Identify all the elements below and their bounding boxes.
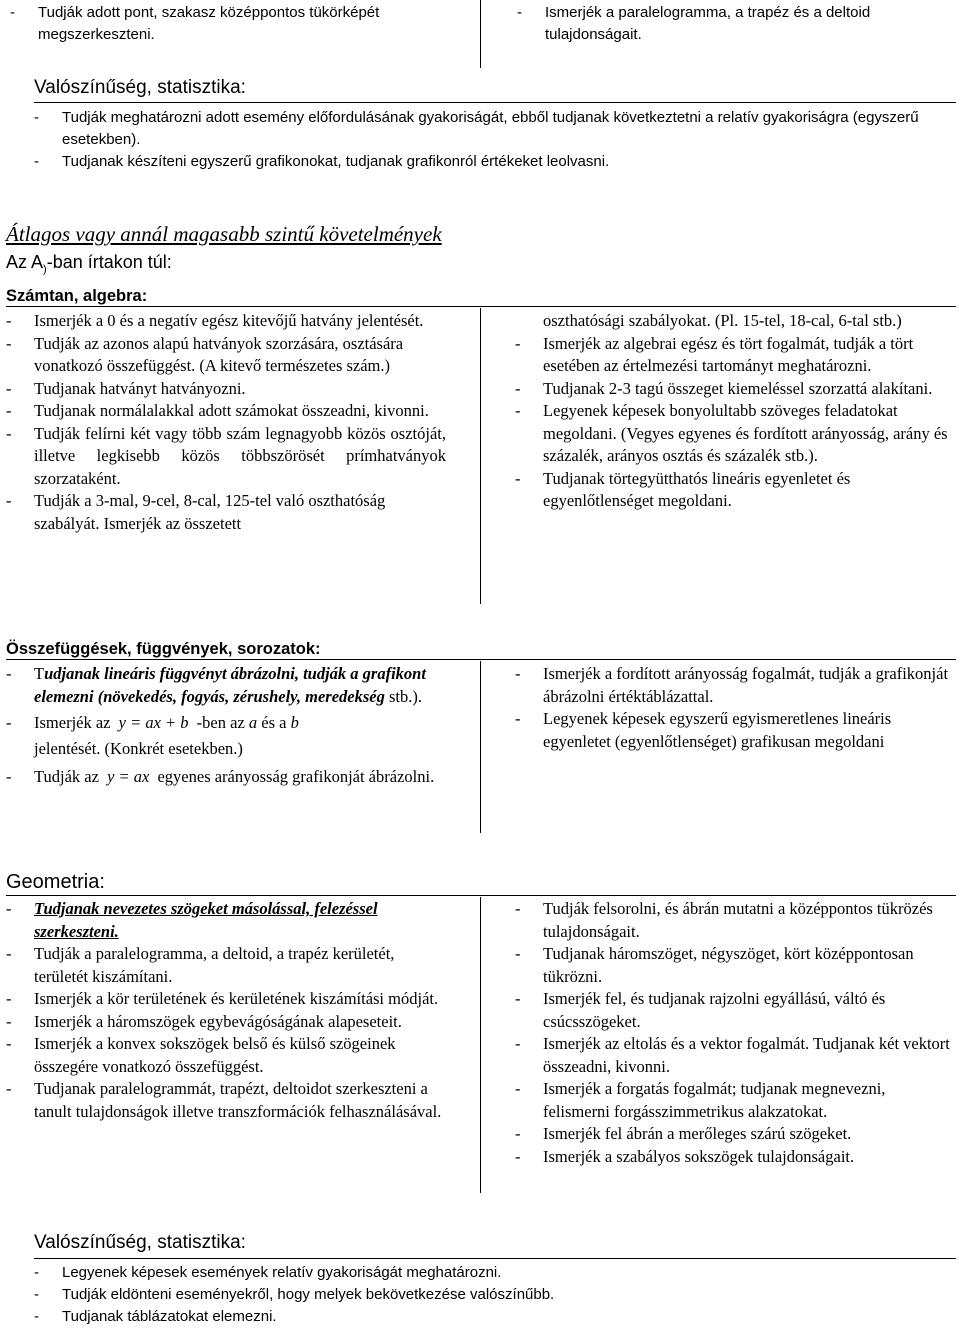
list-item: - Ismerjék az algebrai egész és tört fogalmát, tudják a tört esetében az értelmezési tartományt meghatározni.: [515, 333, 914, 375]
list-item: - Legyenek képesek bonyolultabb szöveges feladatokat megoldani. (Vegyes egyenes és fordított arányosság, arány és százalék, arányos osztás és százalék stb.).: [515, 401, 948, 465]
bullet-dash: -: [34, 1264, 39, 1281]
list-item: - Ismerjék a szabályos sokszögek tulajdonságait.: [515, 1146, 955, 1169]
bullet-dash: -: [6, 333, 12, 353]
column-divider: [480, 897, 481, 1193]
section-heading-probability: Valószínűség, statisztika:: [34, 77, 246, 98]
bullet-dash: -: [6, 1034, 12, 1053]
list-item: - Legyenek képesek egyszerű egyismeretlenes lineáris egyenletet (egyenlőtlenséget) grafikusan megoldani: [515, 709, 892, 751]
list-item: - Ismerjék a forgatás fogalmát; tudjanak megnevezni, felismerni forgásszimmetrikus alakzatokat.: [515, 1079, 886, 1121]
heading-rule: [6, 306, 956, 307]
bullet-dash: -: [6, 944, 12, 963]
bullet-dash: -: [515, 709, 521, 728]
bullet-dash: -: [6, 378, 12, 398]
list-item: - Tudják meghatározni adott esemény előfordulásának gyakoriságát, ebből tudjanak következtetni a relatív gyakoriságra (egyszerű esetekben).: [34, 109, 919, 148]
list-item: - Tudják az azonos alapú hatványok szorzására, osztására vonatkozó összefüggést. (A kitevő természetes szám.): [6, 333, 404, 375]
list-item: - Legyenek képesek események relatív gyakoriságát meghatározni.: [34, 1262, 934, 1284]
list-item: - Tudjanak törtegyütthatós lineáris egyenletet és egyenlőtlenséget megoldani.: [515, 468, 851, 510]
bullet-dash: -: [515, 1124, 521, 1143]
bullet-dash: -: [34, 109, 39, 126]
bullet-dash: -: [6, 401, 12, 420]
section-heading-algebra: Számtan, algebra:: [6, 287, 148, 305]
column-divider: [480, 0, 481, 68]
heading-rule: [6, 895, 956, 896]
list-item: - Tudják a paralelogramma, a deltoid, a trapéz kerületét, területét kiszámítani.: [6, 944, 395, 986]
bullet-dash: -: [515, 664, 521, 683]
bullet-dash: -: [6, 423, 12, 443]
list-item: - Tudják az y = ax egyenes arányosság grafikonját ábrázolni.: [6, 762, 451, 792]
bullet-dash: -: [515, 468, 521, 488]
bullet-dash: -: [515, 899, 521, 918]
bullet-dash: -: [515, 1079, 521, 1098]
linear-formula: y = ax + b: [118, 713, 189, 732]
list-item: - Tudják felsorolni, és ábrán mutatni a középpontos tükrözés tulajdonságait.: [515, 899, 933, 941]
bullet-dash: -: [515, 944, 521, 963]
algebra-right-column: [515, 310, 955, 513]
functions-right-column: [515, 663, 955, 753]
list-item: - Tudjanak készíteni egyszerű grafikonokat, tudjanak grafikonról értékeket leolvasni.: [34, 151, 934, 173]
bullet-dash: -: [6, 713, 12, 732]
list-item: - Ismerjék fel ábrán a merőleges szárú szögeket.: [515, 1123, 955, 1146]
geometry-left-column: [6, 898, 446, 1123]
heading-rule: [34, 102, 956, 103]
bullet-dash: -: [6, 1011, 12, 1031]
advanced-requirements-title: Átlagos vagy annál magasabb szintű követelmények: [6, 222, 442, 246]
heading-rule: [6, 659, 956, 660]
bullet-dash: -: [6, 989, 12, 1008]
list-item: - Ismerjék a háromszögek egybevágóságának alapeseteit.: [6, 1011, 446, 1034]
functions-left-column: [6, 663, 451, 792]
list-item: - Ismerjék az eltolás és a vektor fogalmát. Tudjanak két vektort összeadni, kivonni.: [515, 1034, 950, 1076]
bullet-dash: -: [6, 1079, 12, 1098]
bullet-dash: -: [6, 491, 12, 510]
bullet-dash: -: [515, 333, 521, 353]
proportional-formula: y = ax: [107, 767, 150, 786]
algebra-left-column: [6, 310, 446, 535]
list-item: - Ismerjék az y = ax + b -ben az a és a b jelentését. (Konkrét esetekben.): [6, 710, 451, 762]
section-heading-geometry: Geometria:: [6, 871, 105, 893]
list-item: - Tudják a 3-mal, 9-cel, 8-cal, 125-tel való oszthatóság szabályát. Ismerjék az összetett: [6, 491, 386, 533]
geometry-right-column: [515, 898, 955, 1168]
list-item-continuation: oszthatósági szabályokat. (Pl. 15-tel, 18-cal, 6-tal stb.): [543, 311, 902, 330]
column-divider: [480, 308, 481, 604]
column-divider: [480, 661, 481, 833]
probability-list-2: [34, 1262, 934, 1328]
list-item: - Ismerjék a fordított arányosság fogalmát, tudják a grafikonját ábrázolni értéktáblázattal.: [515, 664, 949, 706]
top-right-column: [517, 2, 942, 46]
list-item: - Tudjanak hatványt hatványozni.: [6, 378, 446, 401]
list-item: - Tudjanak nevezetes szögeket másolással, felezéssel szerkeszteni.: [6, 899, 378, 941]
bullet-dash: -: [34, 1308, 39, 1325]
bullet-dash: -: [6, 664, 12, 683]
list-item: - Tudjanak paralelogrammát, trapézt, deltoidot szerkeszteni a tanult tulajdonságok illetve transzformációk felhasználásával.: [6, 1079, 442, 1121]
bullet-dash: -: [34, 153, 39, 170]
bullet-dash: -: [6, 767, 12, 786]
bullet-dash: -: [515, 1034, 521, 1053]
bullet-dash: -: [6, 899, 12, 918]
list-item: - Tudjanak normálalakkal adott számokat összeadni, kivonni.: [6, 400, 446, 423]
list-item: - Ismerjék a paralelogramma, a trapéz és a deltoid tulajdonságait.: [517, 4, 871, 43]
bullet-dash: -: [6, 311, 12, 330]
bullet-dash: -: [517, 4, 522, 21]
list-item: - Tudják eldönteni eseményekről, hogy melyek bekövetkezése valószínűbb.: [34, 1284, 934, 1306]
list-item: - Tudjanak háromszöget, négyszöget, kört középpontosan tükrözni.: [515, 944, 914, 986]
list-item: - Tudják adott pont, szakasz középpontos tükörképét megszerkeszteni.: [10, 4, 380, 43]
list-item: - Tudjanak lineáris függvényt ábrázolni, tudják a grafikont elemezni (növekedés, fogyás, zérushely, meredekség stb.).: [6, 664, 426, 706]
bullet-dash: -: [515, 989, 521, 1008]
heading-rule: [34, 1258, 956, 1259]
list-item: - Tudjanak táblázatokat elemezni.: [34, 1306, 934, 1328]
list-item: - Tudjanak 2-3 tagú összeget kiemeléssel szorzattá alakítani.: [515, 378, 955, 401]
bullet-dash: -: [515, 401, 521, 420]
list-item: - Tudják felírni két vagy több szám legnagyobb közös osztóját, illetve legkisebb közös többszörösét prímhatványok szorzataként.: [6, 423, 446, 488]
top-left-column: [10, 2, 450, 46]
list-item: - Ismerjék a kör területének és kerületének kiszámítási módját.: [6, 988, 446, 1011]
section-heading-probability-2: Valószínűség, statisztika:: [34, 1232, 246, 1253]
list-item: - Ismerjék fel, és tudjanak rajzolni egyállású, váltó és csúcsszögeket.: [515, 989, 886, 1031]
section-heading-functions: Összefüggések, függvények, sorozatok:: [6, 640, 321, 658]
bullet-dash: -: [515, 378, 521, 398]
bullet-dash: -: [10, 4, 15, 21]
advanced-requirements-subtitle: Az $A_)$-ban írtakon túl:: [6, 252, 172, 276]
list-item: - Ismerjék a konvex sokszögek belső és külső szögeinek összegére vonatkozó összefüggést.: [6, 1034, 396, 1076]
bullet-dash: -: [34, 1286, 39, 1303]
list-item: - Ismerjék a 0 és a negatív egész kitevőjű hatvány jelentését.: [6, 310, 446, 333]
probability-list: [34, 107, 934, 173]
bullet-dash: -: [515, 1146, 521, 1166]
